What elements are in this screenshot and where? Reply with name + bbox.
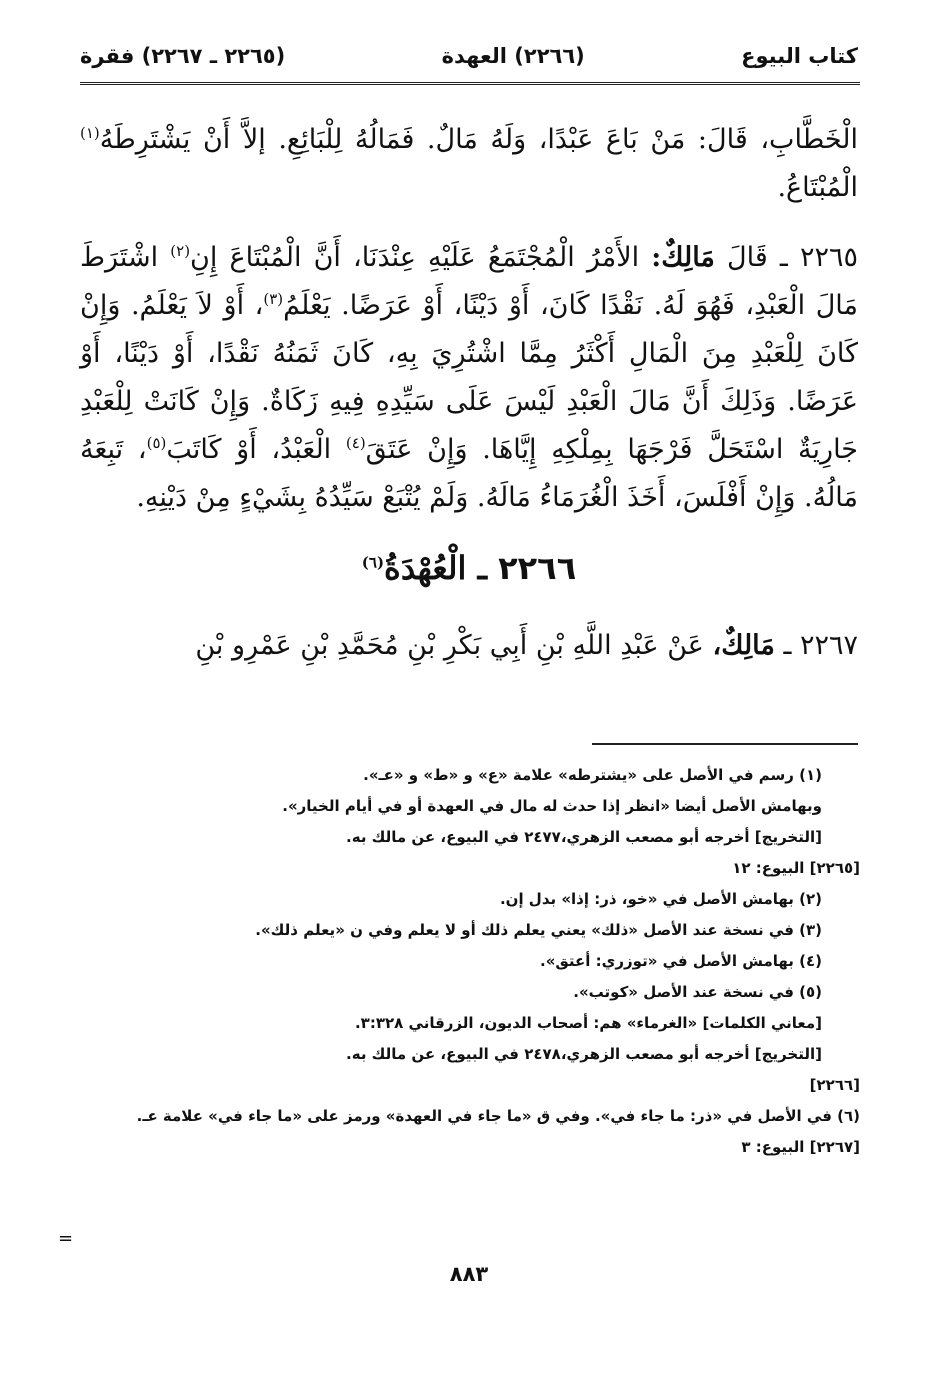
paragraph-continuation: الْخَطَّابِ، قَالَ: مَنْ بَاعَ عَبْدًا، وَلَهُ مَالٌ. فَمَالُهُ لِلْبَائِعِ. إلاَّ أَنْ يَشْتَرِطَهُ$^{(١)}$ الْمُبْتَاعُ. xyxy=(80,124,858,203)
header-chapter-ref: (٢٢٦٦) العهدة xyxy=(441,44,585,68)
footnote-marker-3[interactable]: (٣) xyxy=(263,290,284,308)
footnote-1-note: وبهامش الأصل أيضا «انظر إذا حدث له مال في العهدة أو في أيام الخيار». xyxy=(282,797,822,815)
narrator-name: مَالِكٌ: xyxy=(651,242,715,273)
footnote-4: (٤) بهامش الأصل في «توزري: أعتق». xyxy=(540,952,822,970)
footnote-rule xyxy=(592,743,858,745)
footnote-5-takhrij: [التخريج] أخرجه أبو مصعب الزهري،٢٤٧٨ في البيوع، عن مالك به. xyxy=(346,1045,822,1063)
chapter-heading: ٢٢٦٦ ـ الْعُهْدَةُ$^{(٦)}$ xyxy=(361,549,577,587)
footnote-2: (٢) بهامش الأصل في «خو، ذر: إذا» بدل إن. xyxy=(499,890,822,908)
reference-2267: [٢٢٦٧] البيوع: ٣ xyxy=(741,1138,860,1156)
reference-2266: [٢٢٦٦] xyxy=(809,1076,860,1094)
footnote-marker-4[interactable]: (٤) xyxy=(345,434,366,452)
paragraph-number: ٢٢٦٧ xyxy=(799,630,858,661)
narrator-name: مَالِكٌ، xyxy=(712,630,775,661)
footnote-5: (٥) في نسخة عند الأصل «كوتب». xyxy=(573,983,822,1001)
page-number: ٨٨٣ xyxy=(449,1262,489,1286)
running-header xyxy=(80,36,858,76)
footnote-6: (٦) في الأصل في «ذر: ما جاء في». وفي ق «ما جاء في العهدة» ورمز على «ما جاء في» علامة عـ. xyxy=(136,1107,860,1125)
footnote-marker-5[interactable]: (٥) xyxy=(146,434,167,452)
footnote-marker-2[interactable]: (٢) xyxy=(170,242,191,260)
paragraph-2265: ٢٢٦٥ ـ قَالَ مَالِكٌ: الأَمْرُ الْمُجْتَمَعُ عَلَيْهِ عِنْدَنَا، أَنَّ الْمُبْتَاعَ إِنِ$^{(٢)}$ اشْتَرَطَ مَالَ الْعَبْدِ، فَهُوَ لَهُ. نَقْدًا كَانَ، أَوْ دَيْنًا، أَوْ عَرَضًا. يَعْلَمُ$^{(٣)}$، أَوْ لاَ يَعْلَمُ. وَإِنْ كَانَ لِلْعَبْدِ مِنَ الْمَالِ أَكْثَرُ مِمَّا اشْتُرِيَ بِهِ، كَانَ ثَمَنُهُ نَقْدًا، أَوْ دَيْنًا، أَوْ عَرَضًا. وَذَلِكَ أَنَّ مَالَ الْعَبْدِ لَيْسَ عَلَى سَيِّدِهِ فِيهِ زَكَاةٌ. وَإِنْ كَانَتْ لِلْعَبْدِ جَارِيَةٌ اسْتَحَلَّ فَرْجَهَا بِمِلْكِهِ إِيَّاهَا. وَإِنْ عَتَقَ$^{(٤)}$ الْعَبْدُ، أَوْ كَاتَبَ$^{(٥)}$، تَبِعَهُ مَالُهُ. وَإِنْ أَفْلَسَ، أَخَذَ الْغُرَمَاءُ مَالَهُ. وَلَمْ يُتْبَعْ سَيِّدُهُ بِشَيْءٍ مِنْ دَيْنِهِ. xyxy=(80,242,858,513)
header-book-title: كتاب البيوع xyxy=(741,44,858,68)
footnote-3: (٣) في نسخة عند الأصل «ذلك» يعني يعلم ذلك أو لا يعلم وفي ن «يعلم ذلك». xyxy=(255,921,822,939)
header-rule xyxy=(80,82,860,85)
header-paragraph-range: (٢٢٦٥ ـ ٢٢٦٧) فقرة xyxy=(80,44,286,68)
margin-mark: = xyxy=(58,1228,74,1249)
footnote-marker-6[interactable]: (٦) xyxy=(361,553,385,572)
footnotes xyxy=(80,760,860,1163)
chapter-number: ٢٢٦٦ xyxy=(498,549,577,587)
paragraph-number: ٢٢٦٥ xyxy=(799,242,858,273)
reference-2265: [٢٢٦٥] البيوع: ١٢ xyxy=(732,859,860,877)
chapter-title: الْعُهْدَةُ xyxy=(384,549,467,587)
footnote-1: (١) رسم في الأصل على «يشترطه» علامة «ع» و «ط» و «عـ». xyxy=(363,766,822,784)
footnote-5-meanings: [معاني الكلمات] «الغرماء» هم: أصحاب الديون، الزرقاني ٣:٣٢٨. xyxy=(354,1014,822,1032)
footnote-1-takhrij: [التخريج] أخرجه أبو مصعب الزهري،٢٤٧٧ في البيوع، عن مالك به. xyxy=(346,828,822,846)
footnote-marker-1[interactable]: (١) xyxy=(80,124,100,142)
main-text xyxy=(80,116,858,692)
paragraph-2267: ٢٢٦٧ ـ مَالِكٌ، عَنْ عَبْدِ اللَّهِ بْنِ أَبِي بَكْرِ بْنِ مُحَمَّدِ بْنِ عَمْرِو بْنِ xyxy=(195,630,858,661)
